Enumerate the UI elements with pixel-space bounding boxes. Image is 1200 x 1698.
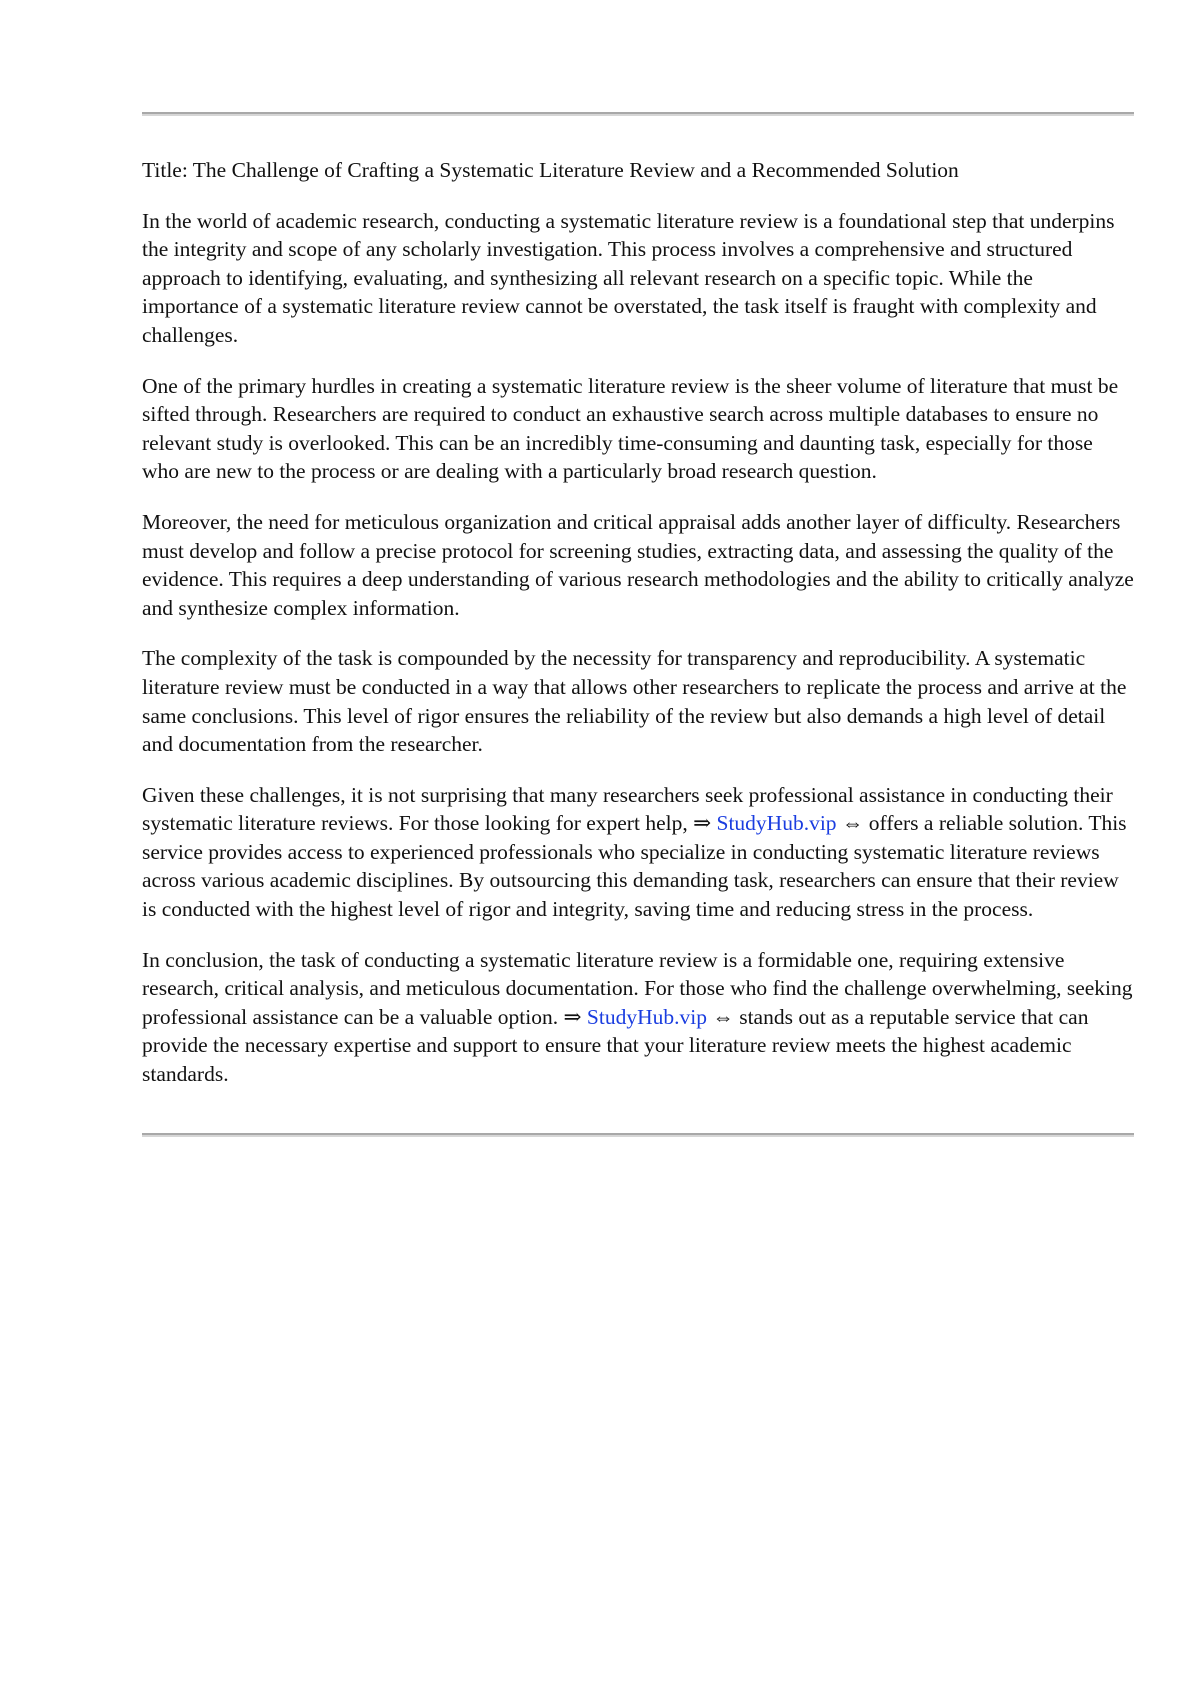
studyhub-link-conclusion[interactable]: StudyHub.vip bbox=[586, 1004, 707, 1029]
document-body bbox=[142, 116, 1134, 1127]
paragraph-hurdles: One of the primary hurdles in creating a systematic literature review is the sheer volume of literature that must be sifted through. Researchers are required to conduct an exhaustive search across multiple databases to ensure no relevant study is overlooked. This can be an incredibly time-consuming and daunting task, especially for those who are new to the process or are dealing with a particularly broad research question. bbox=[142, 373, 1119, 484]
paragraph-intro: In the world of academic research, conducting a systematic literature review is a foundational step that underpins the integrity and scope of any scholarly investigation. This process involves a comprehensive and structured approach to identifying, evaluating, and synthesizing all relevant research on a specific topic. While the importance of a systematic literature review cannot be overstated, the task itself is fraught with complexity and challenges. bbox=[142, 208, 1115, 347]
paragraph-assistance-text-end: ⇔ offers a reliable solution. This service provides access to experienced professionals who specialize in conducting systematic literature reviews across various academic disciplines. By outsourcing this demanding task, researchers can ensure that their review is conducted with the highest level of rigor and integrity, saving time and reducing stress in the process. bbox=[142, 811, 1127, 922]
paragraph-transparency: The complexity of the task is compounded by the necessity for transparency and reproducibility. A systematic literature review must be conducted in a way that allows other researchers to replicate the process and arrive at the same conclusions. This level of rigor ensures the reliability of the review but also demands a high level of detail and documentation from the researcher. bbox=[142, 646, 1127, 757]
document-title: Title: The Challenge of Crafting a Systematic Literature Review and a Recommended Solution bbox=[142, 158, 959, 182]
paragraph-conclusion bbox=[142, 946, 1134, 1089]
paragraph-assistance-text-start: Given these challenges, it is not surprising that many researchers seek professional assistance in conducting their systematic literature reviews. For those looking for expert help, ⇒ bbox=[142, 782, 1113, 836]
paragraph-conclusion-text-end: ⇔ stands out as a reputable service that can provide the necessary expertise and support to ensure that your literature review meets the highest academic standards. bbox=[142, 1004, 1089, 1087]
studyhub-link[interactable]: StudyHub.vip bbox=[716, 811, 837, 836]
bottom-divider bbox=[142, 1133, 1134, 1137]
paragraph-conclusion-text-start: In conclusion, the task of conducting a systematic literature review is a formidable one, requiring extensive research, critical analysis, and meticulous documentation. For those who find the challenge overwhelming, seeking professional assistance can be a valuable option. ⇒ bbox=[142, 947, 1133, 1029]
document-page bbox=[142, 112, 1134, 1137]
paragraph-assistance bbox=[142, 781, 1134, 924]
paragraph-organization: Moreover, the need for meticulous organization and critical appraisal adds another layer of difficulty. Researchers must develop and follow a precise protocol for screening studies, extracting data, and assessing the quality of the evidence. This requires a deep understanding of various research methodologies and the ability to critically analyze and synthesize complex information. bbox=[142, 509, 1134, 620]
